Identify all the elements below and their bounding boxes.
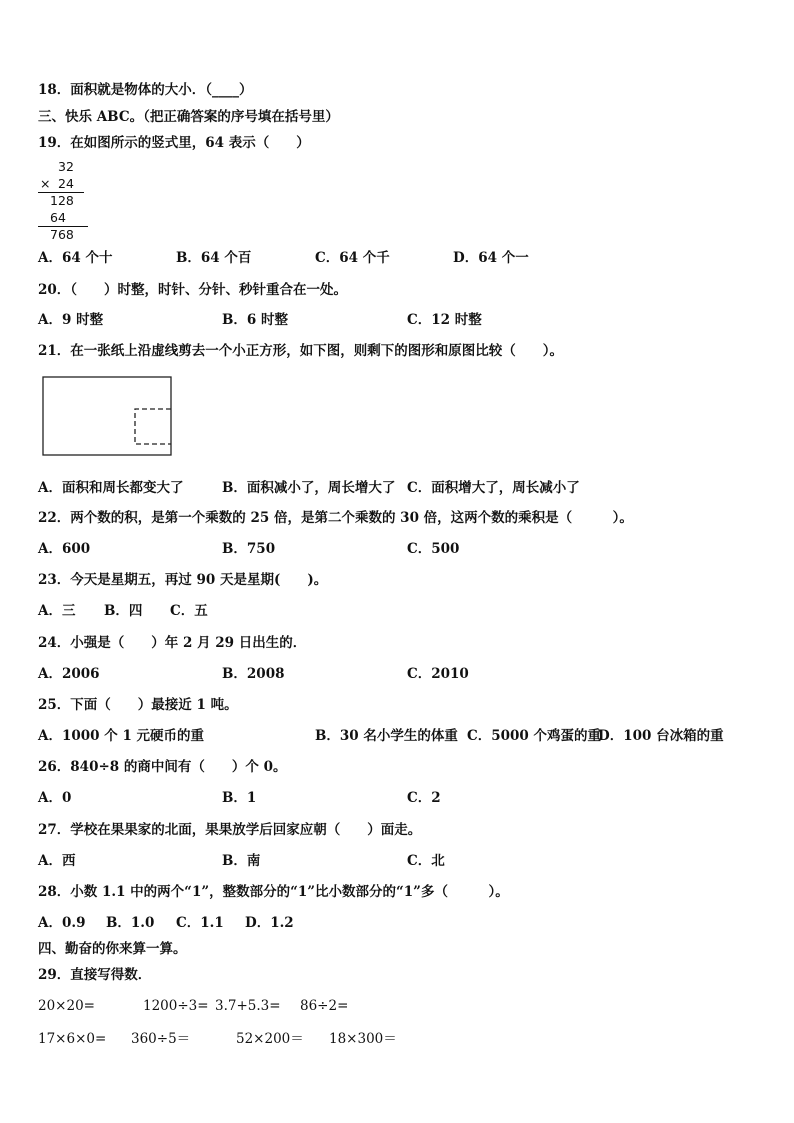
option-b: B．南 bbox=[222, 853, 261, 869]
arithmetic-item: 52×200＝ bbox=[236, 1031, 304, 1047]
option-c: C．1.1 bbox=[176, 915, 224, 931]
option-b: B．30 名小学生的体重 bbox=[315, 728, 458, 744]
option-c: C．北 bbox=[407, 853, 445, 869]
answer-blank: （____） bbox=[205, 82, 253, 98]
question-20-text: 20．（ ）时整，时针、分针、秒针重合在一处。 bbox=[38, 282, 348, 298]
question-27-text: 27．学校在果果家的北面，果果放学后回家应朝（ ）面走。 bbox=[38, 822, 422, 838]
question-23-text: 23．今天是星期五，再过 90 天是星期( )。 bbox=[38, 572, 328, 588]
option-d: D．100 台冰箱的重 bbox=[598, 728, 724, 744]
calc-partial-1: 128 bbox=[50, 193, 74, 208]
option-d: D．64 个一 bbox=[453, 250, 529, 266]
question-18-text: 18．面积就是物体的大小． bbox=[38, 82, 206, 98]
option-b: B．6 时整 bbox=[222, 312, 289, 328]
dashed-square-cut bbox=[135, 409, 171, 444]
option-a: A．面积和周长都变大了 bbox=[38, 480, 184, 496]
arithmetic-item: 20×20= bbox=[38, 998, 95, 1014]
question-18 bbox=[38, 82, 253, 98]
option-c: C．五 bbox=[170, 603, 208, 619]
paper-rectangle bbox=[43, 377, 171, 455]
option-b: B．面积减小了，周长增大了 bbox=[222, 480, 396, 496]
question-19-text: 19．在如图所示的竖式里，64 表示（ ） bbox=[38, 135, 310, 151]
option-b: B．64 个百 bbox=[176, 250, 252, 266]
arithmetic-item: 1200÷3= bbox=[143, 998, 209, 1014]
question-26-text: 26．840÷8 的商中间有（ ）个 0。 bbox=[38, 759, 287, 775]
option-d: D．1.2 bbox=[245, 915, 294, 931]
option-a: A．600 bbox=[38, 541, 91, 557]
option-a: A．64 个十 bbox=[38, 250, 113, 266]
option-c: C．5000 个鸡蛋的重 bbox=[467, 728, 602, 744]
question-29-text: 29．直接写得数． bbox=[38, 967, 152, 983]
option-a: A．9 时整 bbox=[38, 312, 104, 328]
option-a: A．2006 bbox=[38, 666, 100, 682]
option-c: C．500 bbox=[407, 541, 460, 557]
arithmetic-item: 3.7+5.3= bbox=[215, 998, 281, 1014]
option-c: C．64 个千 bbox=[315, 250, 390, 266]
option-a: A．1000 个 1 元硬币的重 bbox=[38, 728, 205, 744]
option-b: B．2008 bbox=[222, 666, 285, 682]
option-c: C．2 bbox=[407, 790, 441, 806]
option-c: C．12 时整 bbox=[407, 312, 482, 328]
option-b: B．750 bbox=[222, 541, 276, 557]
option-b: B．1 bbox=[222, 790, 257, 806]
option-a: A．0.9 bbox=[38, 915, 86, 931]
section-3-heading: 三、快乐 ABC。（把正确答案的序号填在括号里） bbox=[38, 109, 339, 125]
arithmetic-item: 18×300＝ bbox=[329, 1031, 397, 1047]
question-28-text: 28．小数 1.1 中的两个“1”，整数部分的“1”比小数部分的“1”多（ ）。 bbox=[38, 884, 509, 900]
arithmetic-item: 17×6×0= bbox=[38, 1031, 107, 1047]
vertical-multiplication bbox=[36, 160, 96, 242]
option-b: B．四 bbox=[104, 603, 143, 619]
question-21-text: 21．在一张纸上沿虚线剪去一个小正方形，如下图，则剩下的图形和原图比较（ ）。 bbox=[38, 343, 564, 359]
option-b: B．1.0 bbox=[106, 915, 155, 931]
cut-square-figure bbox=[42, 376, 172, 456]
calc-result: 768 bbox=[50, 227, 74, 242]
question-22-text: 22．两个数的积，是第一个乘数的 25 倍，是第二个乘数的 30 倍，这两个数的乘积是（ ）。 bbox=[38, 510, 633, 526]
option-c: C．面积增大了，周长减小了 bbox=[407, 480, 580, 496]
question-24-text: 24．小强是（ ）年 2 月 29 日出生的． bbox=[38, 635, 307, 651]
calc-multiplicand: 32 bbox=[58, 159, 74, 174]
calc-multiplier: 24 bbox=[58, 176, 74, 191]
section-4-heading: 四、勤奋的你来算一算。 bbox=[38, 941, 187, 957]
option-a: A．西 bbox=[38, 853, 76, 869]
option-c: C．2010 bbox=[407, 666, 469, 682]
option-a: A．0 bbox=[38, 790, 72, 806]
option-a: A．三 bbox=[38, 603, 76, 619]
question-25-text: 25．下面（ ）最接近 1 吨。 bbox=[38, 697, 238, 713]
arithmetic-item: 86÷2= bbox=[300, 998, 349, 1014]
calc-partial-2: 64 bbox=[50, 210, 66, 225]
calc-times-sign: × bbox=[40, 176, 51, 191]
arithmetic-item: 360÷5＝ bbox=[131, 1031, 191, 1047]
